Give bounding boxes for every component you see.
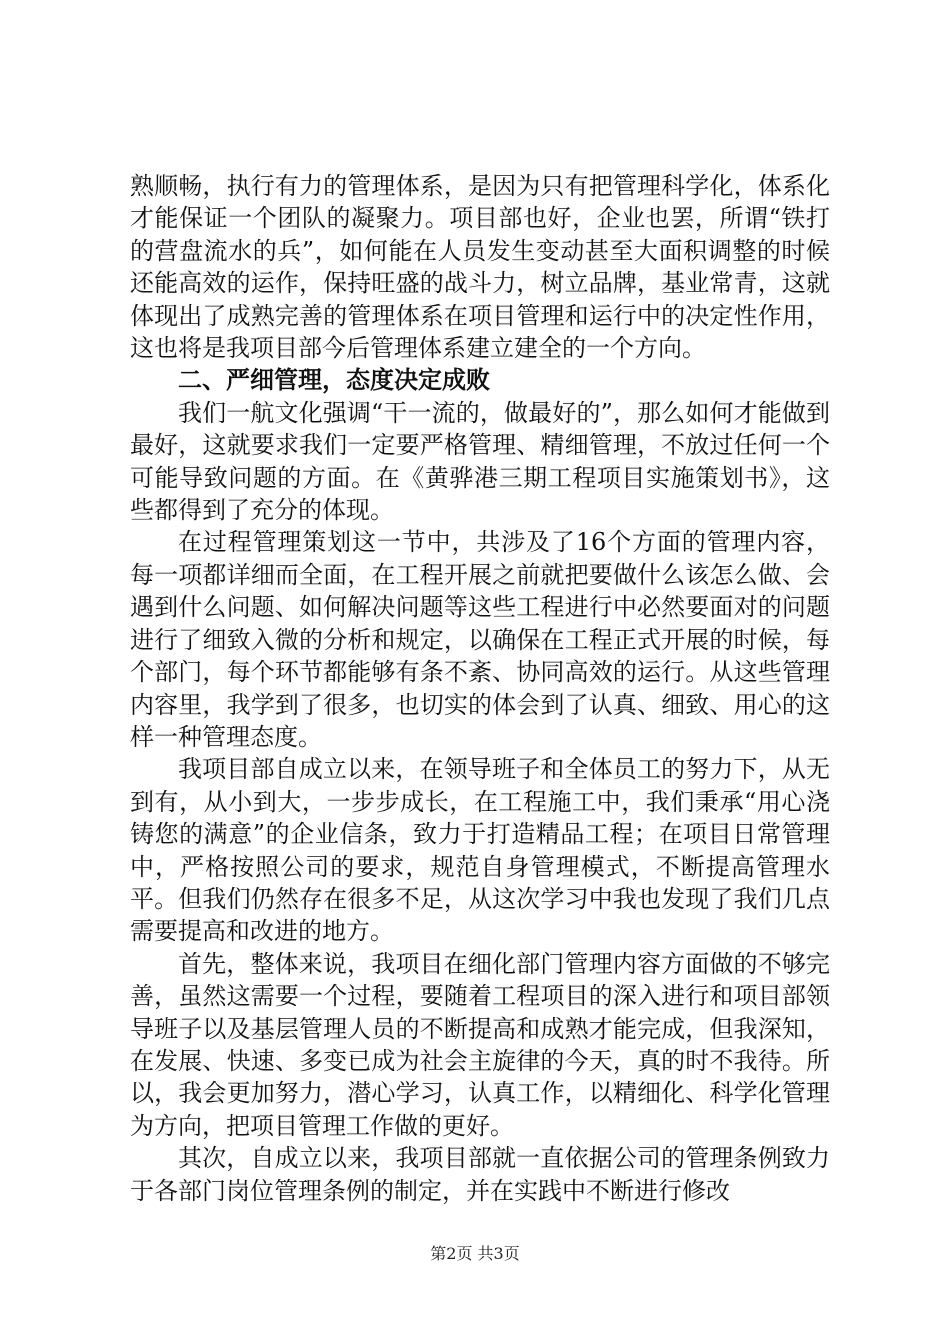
- body-paragraph: 熟顺畅，执行有力的管理体系，是因为只有把管理科学化，体系化才能保证一个团队的凝聚力。项目部也好，企业也罢，所谓“铁打的营盘流水的兵”，如何能在人员发生变动甚至大面积调整的时候还能高效的运作，保持旺盛的战斗力，树立品牌，基业常青，这就体现出了成熟完善的管理体系在项目管理和运行中的决定性作用，这也将是我项目部今后管理体系建立建全的一个方向。: [130, 172, 830, 363]
- body-paragraph: 其次，自成立以来，我项目部就一直依据公司的管理条例致力于各部门岗位管理条例的制定，并在实践中不断进行修改: [130, 1144, 830, 1205]
- document-body: [130, 170, 830, 1207]
- body-paragraph: 首先，整体来说，我项目在细化部门管理内容方面做的不够完善，虽然这需要一个过程，要随着工程项目的深入进行和项目部领导班子以及基层管理人员的不断提高和成熟才能完成，但我深知，在发展、快速、多变已成为社会主旋律的今天，真的时不我待。所以，我会更加努力，潜心学习，认真工作，以精细化、科学化管理为方向，把项目管理工作做的更好。: [130, 949, 830, 1140]
- body-paragraph: 我们一航文化强调“干一流的，做最好的”，那么如何才能做到最好，这就要求我们一定要严格管理、精细管理，不放过任何一个可能导致问题的方面。在《黄骅港三期工程项目实施策划书》，这些都得到了充分的体现。: [130, 398, 830, 525]
- section-heading: 二、严细管理，态度决定成败: [178, 366, 490, 395]
- body-paragraph: 在过程管理策划这一节中，共涉及了16个方面的管理内容，每一项都详细而全面，在工程开展之前就把要做什么该怎么做、会遇到什么问题、如何解决问题等这些工程进行中必然要面对的问题进行了细致入微的分析和规定，以确保在工程正式开展的时候，每个部门，每个环节都能够有条不紊、协同高效的运行。从这些管理内容里，我学到了很多，也切实的体会到了认真、细致、用心的这样一种管理态度。: [130, 528, 830, 751]
- page-number-footer: 第2页 共3页: [430, 1244, 520, 1263]
- body-paragraph: 我项目部自成立以来，在领导班子和全体员工的努力下，从无到有，从小到大，一步步成长，在工程施工中，我们秉承“用心浇铸您的满意”的企业信条，致力于打造精品工程；在项目日常管理中，严格按照公司的要求，规范自身管理模式，不断提高管理水平。但我们仍然存在很多不足，从这次学习中我也发现了我们几点需要提高和改进的地方。: [130, 755, 830, 946]
